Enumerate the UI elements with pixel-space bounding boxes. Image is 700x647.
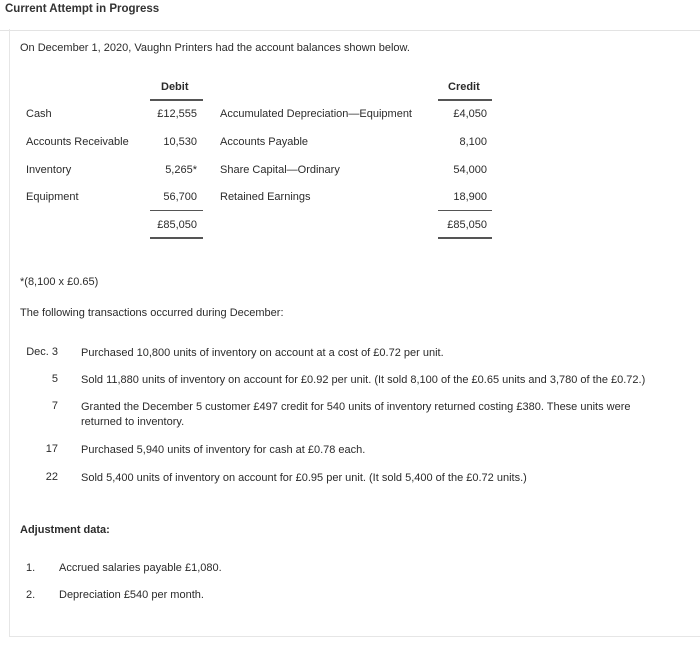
adjustment-title: Adjustment data: [20, 524, 110, 536]
credit-header-rule [438, 99, 492, 101]
adjustment-text: Accrued salaries payable £1,080. [59, 562, 222, 574]
adjustment-number: 1. [26, 562, 36, 574]
debit-amount: 5,265* [165, 164, 197, 176]
adjustment-number: 2. [26, 589, 36, 601]
debit-account: Inventory [26, 164, 72, 176]
debit-account: Equipment [26, 191, 79, 203]
transaction-date: Dec. 3 [26, 346, 58, 358]
debit-total: £85,050 [157, 219, 197, 231]
transaction-date: 5 [51, 373, 58, 385]
debit-amount: £12,555 [157, 108, 197, 120]
page-title: Current Attempt in Progress [5, 3, 160, 15]
transaction-date: 17 [45, 443, 58, 455]
transaction-date: 7 [51, 400, 58, 412]
debit-account: Accounts Receivable [26, 136, 129, 148]
debit-amount: 10,530 [163, 136, 197, 148]
debit-account: Cash [26, 108, 52, 120]
adjustment-text: Depreciation £540 per month. [59, 589, 204, 601]
credit-account: Retained Earnings [220, 191, 311, 203]
transaction-text: Sold 11,880 units of inventory on account for £0.92 per unit. (It sold 8,100 of the £0.65 units and 3,780 of the £0.72.) [81, 374, 646, 386]
question-card [9, 29, 700, 637]
debit-total-rule [150, 210, 203, 211]
transaction-text: Sold 5,400 units of inventory on account for £0.95 per unit. (It sold 5,400 of the £0.72 units.) [81, 472, 527, 484]
transactions-intro: The following transactions occurred during December: [20, 307, 284, 319]
debit-header: Debit [161, 81, 189, 93]
footnote: *(8,100 x £0.65) [20, 276, 99, 288]
debit-total-double-rule [150, 237, 203, 239]
credit-amount: 54,000 [453, 164, 487, 176]
credit-amount: £4,050 [453, 108, 487, 120]
credit-header: Credit [448, 81, 480, 93]
credit-account: Accounts Payable [220, 136, 309, 148]
intro-text: On December 1, 2020, Vaughn Printers had the account balances shown below. [20, 42, 410, 54]
transaction-date: 22 [45, 471, 58, 483]
transaction-text: Purchased 5,940 units of inventory for cash at £0.78 each. [81, 444, 366, 456]
credit-account: Share Capital—Ordinary [220, 164, 340, 176]
header-bar [0, 0, 700, 31]
debit-header-rule [150, 99, 203, 101]
credit-total-double-rule [438, 237, 492, 239]
credit-account: Accumulated Depreciation—Equipment [220, 108, 412, 120]
credit-amount: 18,900 [453, 191, 487, 203]
credit-total: £85,050 [447, 219, 487, 231]
credit-amount: 8,100 [459, 136, 487, 148]
transaction-text: Granted the December 5 customer £497 credit for 540 units of inventory returned costing £380. These units were returned to inventory. [81, 401, 631, 428]
credit-total-rule [438, 210, 492, 211]
transaction-text: Purchased 10,800 units of inventory on account at a cost of £0.72 per unit. [81, 347, 444, 359]
debit-amount: 56,700 [163, 191, 197, 203]
